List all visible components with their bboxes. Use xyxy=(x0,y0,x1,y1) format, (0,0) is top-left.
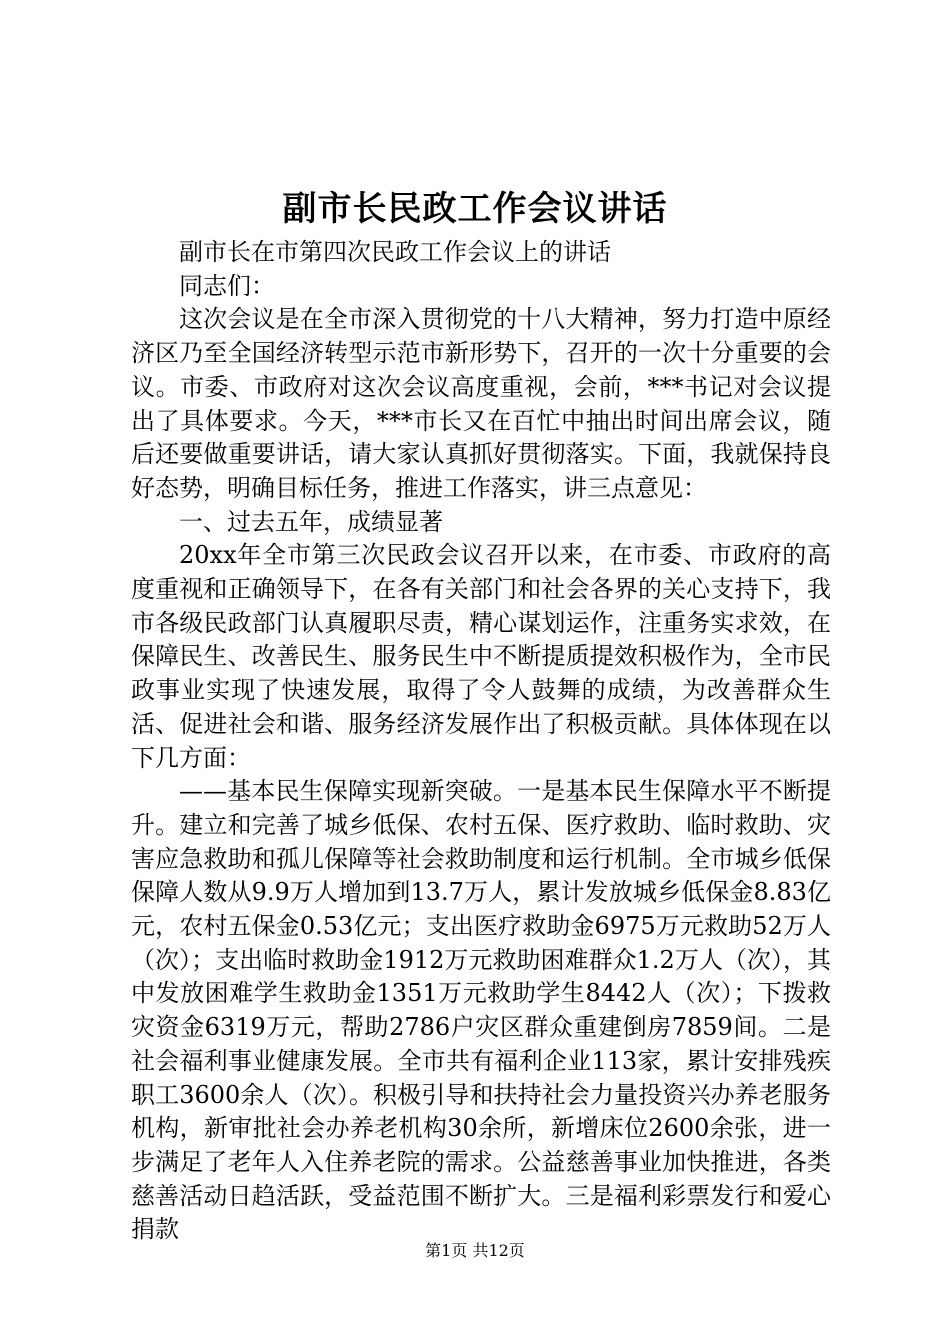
salutation-paragraph: 同志们： xyxy=(179,271,275,300)
page-footer: 第1页 共12页 xyxy=(425,1241,525,1260)
section-heading: 一、过去五年，成绩显著 xyxy=(179,507,443,536)
subtitle-paragraph: 副市长在市第四次民政工作会议上的讲话 xyxy=(179,238,611,266)
body-paragraph: 20xx年全市第三次民政会议召开以来，在市委、市政府的高度重视和正确领导下，在各有关部门和社会各界的关心支持下，我市各级民政部门认真履职尽责，精心谋划运作，注重务实求效，在保障民生、改善民生、服务民生中不断提质提效积极作为，全市民政事业实现了快速发展，取得了令人鼓舞的成绩，为改善群众生活、促进社会和谐、服务经济发展作出了积极贡献。具体体现在以下几方面： xyxy=(131,541,831,772)
document-body xyxy=(131,236,831,1247)
body-paragraph: ——基本民生保障实现新突破。一是基本民生保障水平不断提升。建立和完善了城乡低保、农村五保、医疗救助、临时救助、灾害应急救助和孤儿保障等社会救助制度和运行机制。全市城乡低保保障人数从9.9万人增加到13.7万人，累计发放城乡低保金8.83亿元，农村五保金0.53亿元；支出医疗救助金6975万元救助52万人（次）；支出临时救助金1912万元救助困难群众1.2万人（次），其中发放困难学生救助金1351万元救助学生8442人（次）；下拨救灾资金6319万元，帮助2786户灾区群众重建倒房7859间。二是社会福利事业健康发展。全市共有福利企业113家，累计安排残疾职工3600余人（次）。积极引导和扶持社会力量投资兴办养老服务机构，新审批社会办养老机构30余所，新增床位2600余张，进一步满足了老年人入住养老院的需求。公益慈善事业加快推进，各类慈善活动日趋活跃，受益范围不断扩大。三是福利彩票发行和爱心捐款 xyxy=(131,777,831,1244)
document-title: 副市长民政工作会议讲话 xyxy=(282,189,668,229)
intro-paragraph: 这次会议是在全市深入贯彻党的十八大精神，努力打造中原经济区乃至全国经济转型示范市新形势下，召开的一次十分重要的会议。市委、市政府对这次会议高度重视，会前，***书记对会议提出了具体要求。今天，***市长又在百忙中抽出时间出席会议，随后还要做重要讲话，请大家认真抓好贯彻落实。下面，我就保持良好态势，明确目标任务，推进工作落实，讲三点意见： xyxy=(131,305,831,502)
